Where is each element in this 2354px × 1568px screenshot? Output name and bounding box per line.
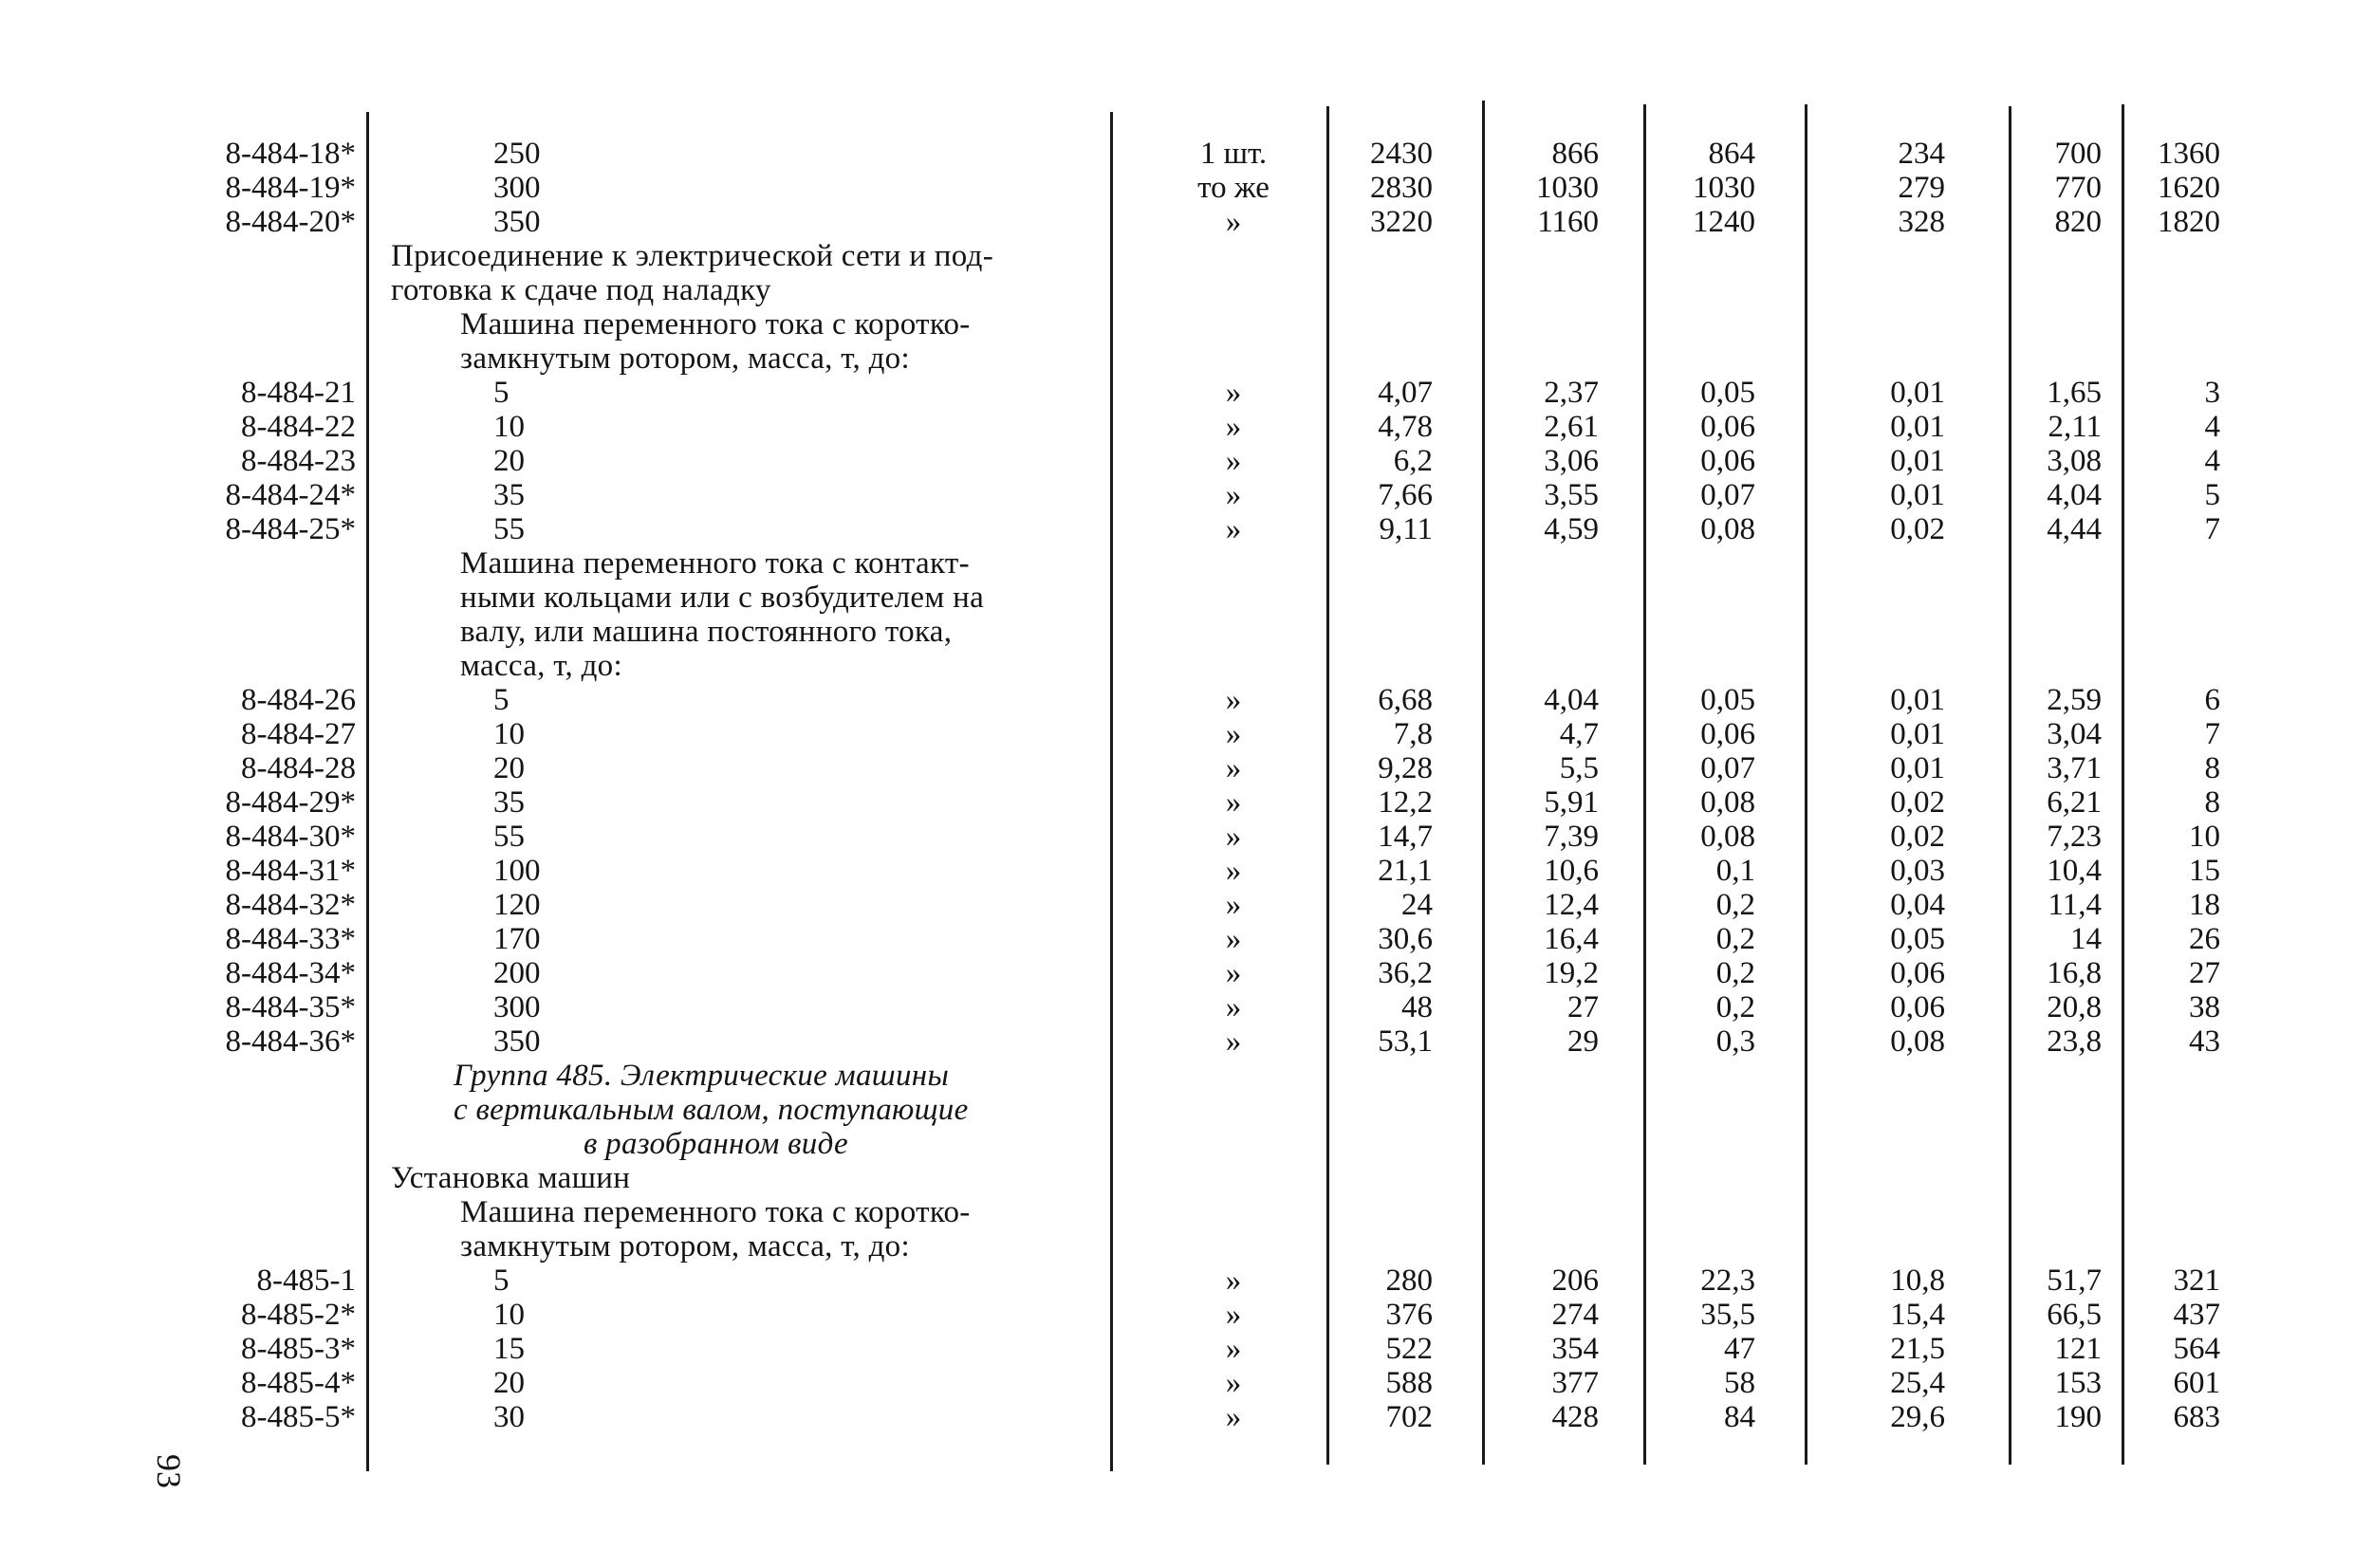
row-code: 8-484-31* bbox=[225, 854, 356, 888]
subsection-heading: ными кольцами или с возбудителем на bbox=[460, 581, 985, 615]
row-code: 8-484-25* bbox=[225, 512, 356, 546]
row-unit: » bbox=[1225, 1332, 1242, 1366]
table-row bbox=[0, 444, 2354, 478]
row-code: 8-484-19* bbox=[225, 171, 356, 205]
row-value: 0,08 bbox=[1700, 512, 1755, 546]
group-title: с вертикальным валом, поступающие bbox=[454, 1093, 969, 1127]
row-value: 522 bbox=[1385, 1332, 1433, 1366]
row-code: 8-484-18* bbox=[225, 137, 356, 171]
row-value: 1240 bbox=[1693, 205, 1755, 239]
row-unit: » bbox=[1225, 205, 1242, 239]
row-value: 0,05 bbox=[1700, 376, 1755, 410]
row-unit: » bbox=[1225, 1298, 1242, 1332]
row-code: 8-484-36* bbox=[225, 1024, 356, 1059]
row-unit: » bbox=[1225, 478, 1242, 512]
row-value: 0,08 bbox=[1700, 820, 1755, 854]
row-value: 6 bbox=[2204, 683, 2220, 717]
table-row bbox=[0, 1366, 2354, 1400]
row-value: 66,5 bbox=[2047, 1298, 2102, 1332]
row-value: 321 bbox=[2173, 1264, 2220, 1298]
row-value: 7 bbox=[2204, 717, 2220, 751]
row-value: 19,2 bbox=[1544, 956, 1599, 990]
row-code: 8-484-24* bbox=[225, 478, 356, 512]
row-value: 0,2 bbox=[1715, 922, 1755, 956]
row-value: 14,7 bbox=[1378, 820, 1433, 854]
row-code: 8-484-23 bbox=[241, 444, 356, 478]
row-value: 4,04 bbox=[1544, 683, 1599, 717]
row-value: 7,39 bbox=[1544, 820, 1599, 854]
row-value: 3,04 bbox=[2047, 717, 2102, 751]
row-code: 8-484-35* bbox=[225, 990, 356, 1024]
row-value: 18 bbox=[2189, 888, 2220, 922]
row-unit: » bbox=[1225, 990, 1242, 1024]
group-title: Группа 485. Электрические машины bbox=[454, 1059, 950, 1093]
row-unit: » bbox=[1225, 888, 1242, 922]
row-code: 8-484-20* bbox=[225, 205, 356, 239]
row-mass: 10 bbox=[493, 717, 525, 751]
row-unit: » bbox=[1225, 1366, 1242, 1400]
table-row bbox=[0, 1264, 2354, 1298]
table-row bbox=[0, 1400, 2354, 1434]
page-number: 93 bbox=[150, 1454, 188, 1488]
row-unit: » bbox=[1225, 512, 1242, 546]
row-value: 15 bbox=[2189, 854, 2220, 888]
row-value: 376 bbox=[1385, 1298, 1433, 1332]
row-value: 7,66 bbox=[1378, 478, 1433, 512]
row-value: 16,8 bbox=[2047, 956, 2102, 990]
row-code: 8-485-1 bbox=[256, 1264, 356, 1298]
row-value: 153 bbox=[2054, 1366, 2102, 1400]
row-mass: 35 bbox=[493, 478, 525, 512]
row-value: 864 bbox=[1708, 137, 1755, 171]
table-row bbox=[0, 820, 2354, 854]
row-value: 24 bbox=[1401, 888, 1433, 922]
row-mass: 55 bbox=[493, 512, 525, 546]
row-value: 0,02 bbox=[1890, 785, 1945, 820]
row-unit: то же bbox=[1197, 171, 1270, 205]
row-value: 12,4 bbox=[1544, 888, 1599, 922]
row-value: 0,01 bbox=[1890, 444, 1945, 478]
row-code: 8-485-3* bbox=[241, 1332, 356, 1366]
row-value: 4,07 bbox=[1378, 376, 1433, 410]
row-value: 0,06 bbox=[1700, 717, 1755, 751]
row-mass: 120 bbox=[493, 888, 541, 922]
row-code: 8-484-32* bbox=[225, 888, 356, 922]
row-value: 0,2 bbox=[1715, 888, 1755, 922]
row-value: 428 bbox=[1551, 1400, 1599, 1434]
row-value: 20,8 bbox=[2047, 990, 2102, 1024]
row-value: 4,44 bbox=[2047, 512, 2102, 546]
row-mass: 200 bbox=[493, 956, 541, 990]
row-value: 2430 bbox=[1370, 137, 1433, 171]
row-code: 8-485-4* bbox=[241, 1366, 356, 1400]
row-unit: » bbox=[1225, 683, 1242, 717]
table-row bbox=[0, 683, 2354, 717]
row-value: 0,06 bbox=[1890, 990, 1945, 1024]
row-code: 8-484-29* bbox=[225, 785, 356, 820]
row-mass: 10 bbox=[493, 410, 525, 444]
row-unit: » bbox=[1225, 717, 1242, 751]
row-value: 23,8 bbox=[2047, 1024, 2102, 1059]
row-mass: 10 bbox=[493, 1298, 525, 1332]
row-value: 6,21 bbox=[2047, 785, 2102, 820]
row-mass: 5 bbox=[493, 1264, 510, 1298]
table-row bbox=[0, 751, 2354, 785]
row-unit: » bbox=[1225, 444, 1242, 478]
row-unit: » bbox=[1225, 1024, 1242, 1059]
row-value: 700 bbox=[2054, 137, 2102, 171]
row-value: 274 bbox=[1551, 1298, 1599, 1332]
row-value: 4 bbox=[2204, 410, 2220, 444]
row-value: 1820 bbox=[2158, 205, 2220, 239]
row-code: 8-484-34* bbox=[225, 956, 356, 990]
row-value: 12,2 bbox=[1378, 785, 1433, 820]
row-value: 0,07 bbox=[1700, 751, 1755, 785]
table-row bbox=[0, 956, 2354, 990]
row-value: 1620 bbox=[2158, 171, 2220, 205]
row-mass: 55 bbox=[493, 820, 525, 854]
row-mass: 15 bbox=[493, 1332, 525, 1366]
table-row bbox=[0, 205, 2354, 239]
row-value: 190 bbox=[2054, 1400, 2102, 1434]
row-mass: 170 bbox=[493, 922, 541, 956]
row-value: 38 bbox=[2189, 990, 2220, 1024]
row-value: 328 bbox=[1898, 205, 1945, 239]
table-row bbox=[0, 478, 2354, 512]
section-heading: Присоединение к электрической сети и под- bbox=[391, 239, 993, 273]
row-unit: » bbox=[1225, 1400, 1242, 1434]
row-value: 6,68 bbox=[1378, 683, 1433, 717]
table-row bbox=[0, 376, 2354, 410]
row-value: 0,04 bbox=[1890, 888, 1945, 922]
row-value: 3 bbox=[2204, 376, 2220, 410]
row-value: 4 bbox=[2204, 444, 2220, 478]
row-value: 234 bbox=[1898, 137, 1945, 171]
row-value: 7,23 bbox=[2047, 820, 2102, 854]
row-value: 0,01 bbox=[1890, 717, 1945, 751]
table-row bbox=[0, 512, 2354, 546]
section-heading: готовка к сдаче под наладку bbox=[391, 273, 771, 307]
row-value: 702 bbox=[1385, 1400, 1433, 1434]
row-value: 0,01 bbox=[1890, 410, 1945, 444]
row-value: 8 bbox=[2204, 785, 2220, 820]
row-value: 22,3 bbox=[1700, 1264, 1755, 1298]
row-value: 2830 bbox=[1370, 171, 1433, 205]
row-code: 8-485-2* bbox=[241, 1298, 356, 1332]
row-value: 84 bbox=[1724, 1400, 1755, 1434]
row-value: 564 bbox=[2173, 1332, 2220, 1366]
table-row bbox=[0, 854, 2354, 888]
table-row bbox=[0, 1298, 2354, 1332]
row-code: 8-484-27 bbox=[241, 717, 356, 751]
row-value: 47 bbox=[1724, 1332, 1755, 1366]
row-value: 2,59 bbox=[2047, 683, 2102, 717]
row-value: 377 bbox=[1551, 1366, 1599, 1400]
section-heading: Установка машин bbox=[391, 1161, 631, 1195]
row-value: 683 bbox=[2173, 1400, 2220, 1434]
row-value: 2,37 bbox=[1544, 376, 1599, 410]
row-value: 4,04 bbox=[2047, 478, 2102, 512]
row-value: 6,2 bbox=[1393, 444, 1433, 478]
row-value: 9,11 bbox=[1379, 512, 1433, 546]
table-row bbox=[0, 717, 2354, 751]
row-value: 29 bbox=[1567, 1024, 1599, 1059]
row-value: 26 bbox=[2189, 922, 2220, 956]
row-value: 53,1 bbox=[1378, 1024, 1433, 1059]
row-mass: 300 bbox=[493, 990, 541, 1024]
row-value: 279 bbox=[1898, 171, 1945, 205]
row-mass: 20 bbox=[493, 751, 525, 785]
subsection-heading: Машина переменного тока с контакт- bbox=[460, 546, 970, 581]
row-value: 3,08 bbox=[2047, 444, 2102, 478]
row-value: 3,71 bbox=[2047, 751, 2102, 785]
row-mass: 35 bbox=[493, 785, 525, 820]
row-mass: 20 bbox=[493, 1366, 525, 1400]
row-value: 36,2 bbox=[1378, 956, 1433, 990]
subsection-heading: валу, или машина постоянного тока, bbox=[460, 615, 953, 649]
row-value: 8 bbox=[2204, 751, 2220, 785]
row-mass: 300 bbox=[493, 171, 541, 205]
row-value: 2,11 bbox=[2048, 410, 2102, 444]
row-value: 27 bbox=[2189, 956, 2220, 990]
table-row bbox=[0, 171, 2354, 205]
row-mass: 30 bbox=[493, 1400, 525, 1434]
row-value: 0,2 bbox=[1715, 990, 1755, 1024]
row-unit: » bbox=[1225, 854, 1242, 888]
row-value: 0,05 bbox=[1890, 922, 1945, 956]
table-row bbox=[0, 410, 2354, 444]
row-value: 0,01 bbox=[1890, 683, 1945, 717]
row-value: 15,4 bbox=[1890, 1298, 1945, 1332]
row-value: 10,4 bbox=[2047, 854, 2102, 888]
row-value: 51,7 bbox=[2047, 1264, 2102, 1298]
row-value: 0,03 bbox=[1890, 854, 1945, 888]
row-value: 588 bbox=[1385, 1366, 1433, 1400]
row-value: 48 bbox=[1401, 990, 1433, 1024]
row-value: 3,06 bbox=[1544, 444, 1599, 478]
table-row bbox=[0, 137, 2354, 171]
row-value: 10 bbox=[2189, 820, 2220, 854]
row-code: 8-484-30* bbox=[225, 820, 356, 854]
row-value: 0,02 bbox=[1890, 512, 1945, 546]
row-value: 1360 bbox=[2158, 137, 2220, 171]
row-value: 121 bbox=[2054, 1332, 2102, 1366]
row-code: 8-484-21 bbox=[241, 376, 356, 410]
row-value: 16,4 bbox=[1544, 922, 1599, 956]
row-value: 7,8 bbox=[1393, 717, 1433, 751]
row-code: 8-484-22 bbox=[241, 410, 356, 444]
row-unit: 1 шт. bbox=[1199, 137, 1268, 171]
row-value: 0,05 bbox=[1700, 683, 1755, 717]
table-row bbox=[0, 888, 2354, 922]
row-value: 0,2 bbox=[1715, 956, 1755, 990]
row-value: 21,1 bbox=[1378, 854, 1433, 888]
row-value: 4,7 bbox=[1559, 717, 1599, 751]
row-value: 30,6 bbox=[1378, 922, 1433, 956]
row-mass: 350 bbox=[493, 205, 541, 239]
subsection-heading: Машина переменного тока с коротко- bbox=[460, 307, 971, 341]
row-value: 5,5 bbox=[1559, 751, 1599, 785]
row-value: 0,06 bbox=[1700, 444, 1755, 478]
row-mass: 20 bbox=[493, 444, 525, 478]
row-value: 601 bbox=[2173, 1366, 2220, 1400]
row-value: 29,6 bbox=[1890, 1400, 1945, 1434]
row-unit: » bbox=[1225, 410, 1242, 444]
row-value: 11,4 bbox=[2048, 888, 2102, 922]
row-mass: 250 bbox=[493, 137, 541, 171]
row-value: 58 bbox=[1724, 1366, 1755, 1400]
row-unit: » bbox=[1225, 1264, 1242, 1298]
row-value: 25,4 bbox=[1890, 1366, 1945, 1400]
row-value: 0,01 bbox=[1890, 376, 1945, 410]
row-value: 5,91 bbox=[1544, 785, 1599, 820]
row-value: 4,78 bbox=[1378, 410, 1433, 444]
row-value: 21,5 bbox=[1890, 1332, 1945, 1366]
row-code: 8-484-28 bbox=[241, 751, 356, 785]
row-value: 10,8 bbox=[1890, 1264, 1945, 1298]
row-mass: 100 bbox=[493, 854, 541, 888]
row-value: 354 bbox=[1551, 1332, 1599, 1366]
row-unit: » bbox=[1225, 922, 1242, 956]
row-value: 0,1 bbox=[1715, 854, 1755, 888]
row-value: 0,07 bbox=[1700, 478, 1755, 512]
table-row bbox=[0, 1024, 2354, 1059]
row-value: 9,28 bbox=[1378, 751, 1433, 785]
row-unit: » bbox=[1225, 956, 1242, 990]
row-value: 0,08 bbox=[1890, 1024, 1945, 1059]
row-unit: » bbox=[1225, 785, 1242, 820]
row-value: 0,06 bbox=[1700, 410, 1755, 444]
table-row bbox=[0, 1332, 2354, 1366]
row-code: 8-484-26 bbox=[241, 683, 356, 717]
row-code: 8-485-5* bbox=[241, 1400, 356, 1434]
subsection-heading: замкнутым ротором, масса, т, до: bbox=[460, 341, 910, 376]
row-unit: » bbox=[1225, 376, 1242, 410]
row-value: 437 bbox=[2173, 1298, 2220, 1332]
row-value: 1,65 bbox=[2047, 376, 2102, 410]
row-value: 820 bbox=[2054, 205, 2102, 239]
row-value: 1030 bbox=[1536, 171, 1599, 205]
subsection-heading: масса, т, до: bbox=[460, 649, 622, 683]
row-unit: » bbox=[1225, 820, 1242, 854]
row-value: 7 bbox=[2204, 512, 2220, 546]
row-value: 10,6 bbox=[1544, 854, 1599, 888]
row-value: 3220 bbox=[1370, 205, 1433, 239]
row-value: 0,01 bbox=[1890, 478, 1945, 512]
row-value: 14 bbox=[2070, 922, 2102, 956]
row-value: 43 bbox=[2189, 1024, 2220, 1059]
row-value: 770 bbox=[2054, 171, 2102, 205]
row-unit: » bbox=[1225, 751, 1242, 785]
row-mass: 5 bbox=[493, 683, 510, 717]
row-value: 1030 bbox=[1693, 171, 1755, 205]
row-value: 27 bbox=[1567, 990, 1599, 1024]
row-value: 5 bbox=[2204, 478, 2220, 512]
row-value: 1160 bbox=[1537, 205, 1599, 239]
table-row bbox=[0, 785, 2354, 820]
row-value: 35,5 bbox=[1700, 1298, 1755, 1332]
row-value: 866 bbox=[1551, 137, 1599, 171]
row-value: 0,02 bbox=[1890, 820, 1945, 854]
row-value: 0,06 bbox=[1890, 956, 1945, 990]
row-value: 2,61 bbox=[1544, 410, 1599, 444]
row-mass: 350 bbox=[493, 1024, 541, 1059]
subsection-heading: замкнутым ротором, масса, т, до: bbox=[460, 1229, 910, 1264]
row-value: 3,55 bbox=[1544, 478, 1599, 512]
row-value: 280 bbox=[1385, 1264, 1433, 1298]
row-value: 0,08 bbox=[1700, 785, 1755, 820]
table-row bbox=[0, 990, 2354, 1024]
row-value: 0,3 bbox=[1715, 1024, 1755, 1059]
row-value: 4,59 bbox=[1544, 512, 1599, 546]
group-title: в разобранном виде bbox=[584, 1127, 848, 1161]
row-mass: 5 bbox=[493, 376, 510, 410]
row-value: 206 bbox=[1551, 1264, 1599, 1298]
row-code: 8-484-33* bbox=[225, 922, 356, 956]
table-row bbox=[0, 922, 2354, 956]
subsection-heading: Машина переменного тока с коротко- bbox=[460, 1195, 971, 1229]
row-value: 0,01 bbox=[1890, 751, 1945, 785]
